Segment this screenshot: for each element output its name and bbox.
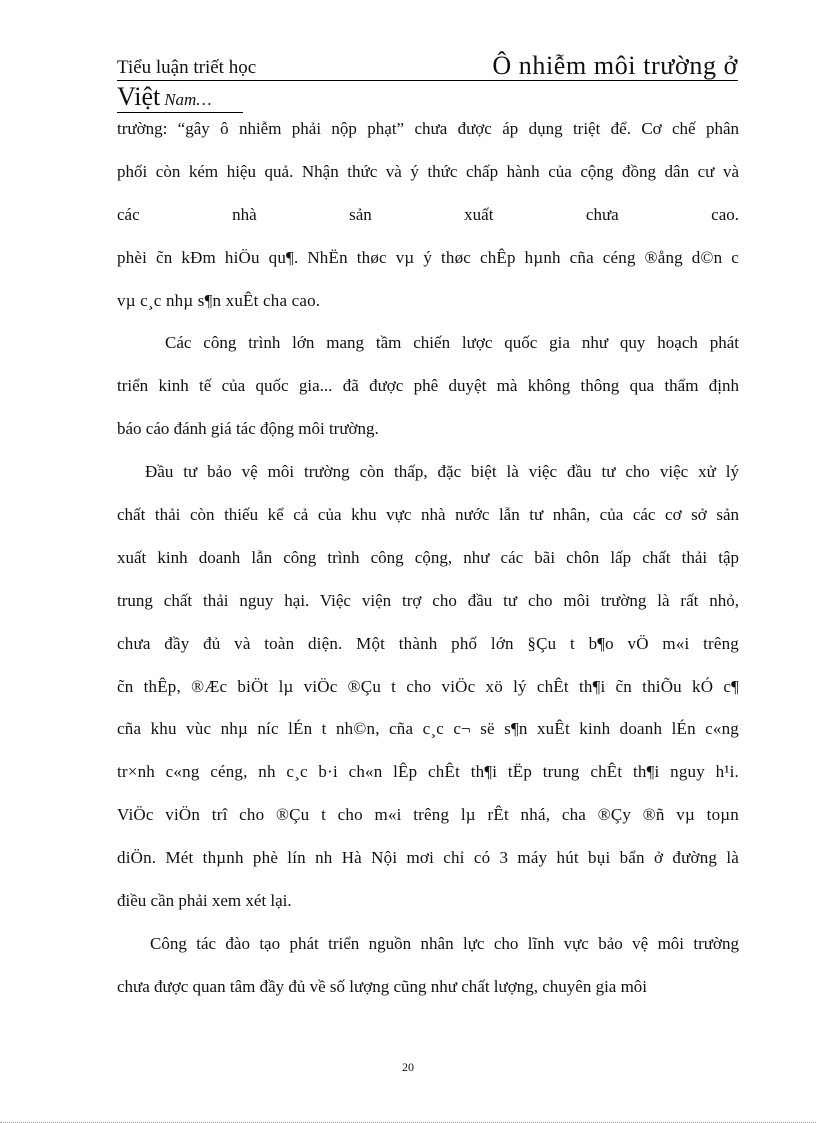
text-line: xuất kinh doanh lẫn công trình công cộng, như các bãi chôn lấp chất thải tập [117,547,739,567]
text-line: Các công trình lớn mang tầm chiến lược quốc gia như quy hoạch phát [165,333,739,353]
text-line: Công tác đào tạo phát triển nguồn nhân lực cho lĩnh vực bảo vệ môi trường [150,933,739,953]
text-line: ViÖc viÖn trî cho ®Çu t cho m«i trêng lµ rÊt nhá, cha ®Çy ®ñ vµ toµn [117,805,739,825]
body-text [117,113,739,1014]
text-line: chưa được quan tâm đầy đủ về số lượng cũng như chất lượng, chuyên gia môi [117,976,648,996]
text-line: báo cáo đánh giá tác động môi trường. [117,419,379,439]
text-line: điều cần phải xem xét lại. [117,891,292,911]
text-line: chất thải còn thiếu kể cả của khu vực nhà nước lẫn tư nhân, của các cơ sở sản [117,505,739,525]
text-line: trường: “gây ô nhiễm phải nộp phạt” chưa được áp dụng triệt để. Cơ chế phân [117,119,739,138]
text-line: cña khu vùc nhµ níc lÉn t nh©n, cña c¸c c¬ së s¶n xuÊt kinh doanh lÉn c«ng [117,719,739,739]
text-line: phèi c̃n kÐm hiÖu qu¶. NhËn thøc vµ ý thøc chÊp hµnh cña céng ®ång d©n c [117,247,739,267]
header-course-title: Tiểu luận triết học [117,57,257,78]
page-number: 20 [402,1060,414,1074]
text-line: Đầu tư bảo vệ môi trường còn thấp, đặc biệt là việc đầu tư cho việc xử lý [145,462,739,482]
header-topic-continuation: Việt Nam… [117,82,212,111]
text-line: triển kinh tế của quốc gia... đã được phê duyệt mà không thông qua thẩm định [117,376,739,396]
text-line: tr×nh c«ng céng, nh c¸c b·i ch«n lÊp chÊt th¶i tËp trung chÊt th¶i nguy h¹i. [117,762,739,782]
text-line: phối còn kém hiệu quả. Nhận thức và ý thức chấp hành của cộng đồng dân cư và [117,161,739,181]
text-line: trung chất thải nguy hại. Việc viện trợ cho đầu tư cho môi trường là rất nhỏ, [117,590,739,610]
text-line: vµ c¸c nhµ s¶n xuÊt cha cao. [117,290,321,310]
running-header-continuation [117,82,243,113]
text-line: diÖn. Mét thµnh phè lín nh Hà Nội mơi chỉ có 3 máy hút bụi bẩn ở đường là [117,848,739,868]
header-topic-title: Ô nhiễm môi trường ở [492,51,738,80]
text-line: các nhà sản xuất chưa cao. [117,204,739,224]
text-line: c̃n thÊp, ®Æc biÖt lµ viÖc ®Çu t cho viÖc xö lý chÊt th¶i c̃n thiÕu kÓ c¶ [117,676,739,696]
text-line: chưa đầy đủ và toàn diện. Một thành phố lớn §Çu t b¶o vÖ m«i trêng [117,633,739,653]
running-header [117,50,738,81]
